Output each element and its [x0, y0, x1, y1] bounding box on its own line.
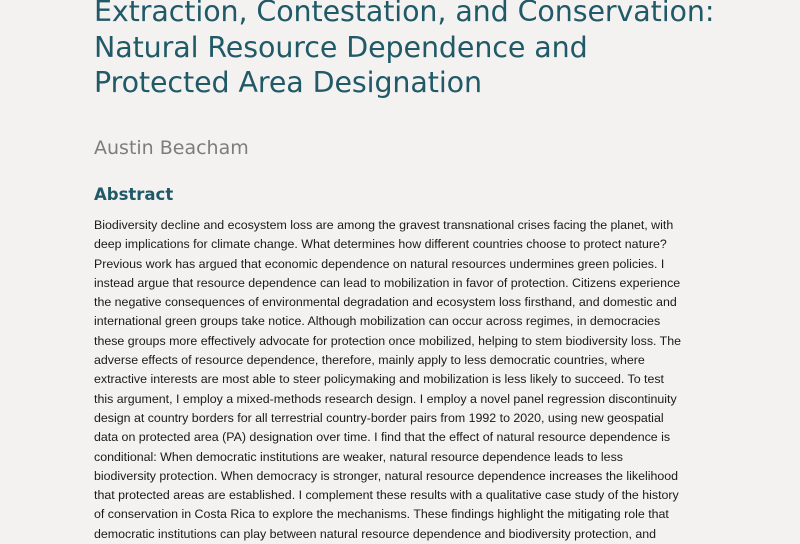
- abstract-text: [94, 216, 681, 544]
- title-line: Extraction, Contestation, and Conservation:: [94, 0, 715, 28]
- abstract-line: the negative consequences of environmental degradation and ecosystem loss firsthand, and domestic and: [94, 295, 677, 310]
- abstract-line: of conservation in Costa Rica to explore the mechanisms. These findings highlight the mitigating role that: [94, 507, 669, 522]
- abstract-line: data on protected area (PA) designation over time. I find that the effect of natural resource dependence is: [94, 430, 671, 445]
- abstract-line: democratic institutions can play between natural resource dependence and biodiversity protection, and: [94, 526, 657, 541]
- abstract-line: these groups more effectively advocate for protection once mobilized, helping to stem biodiversity loss. The: [94, 333, 682, 348]
- title-line: Protected Area Designation: [94, 66, 482, 99]
- paper-title: [94, 0, 714, 101]
- abstract-line: this argument, I employ a mixed-methods research design. I employ a novel panel regression discontinuity: [94, 391, 677, 406]
- abstract-line: instead argue that resource dependence can lead to mobilization in favor of protection. Citizens experience: [94, 275, 681, 290]
- abstract-line: Previous work has argued that economic dependence on natural resources undermines green policies. I: [94, 256, 665, 271]
- title-line: Natural Resource Dependence and: [94, 30, 588, 64]
- abstract-line: international green groups take notice. Although mobilization can occur across regimes, in democracies: [94, 314, 661, 329]
- abstract-line: adverse effects of resource dependence, therefore, mainly apply to less democratic countries, where: [94, 353, 645, 368]
- abstract-line: conditional: When democratic institutions are weaker, natural resource dependence leads to less: [94, 449, 623, 464]
- abstract-line: deep implications for climate change. What determines how different countries choose to protect nature?: [94, 237, 667, 252]
- abstract-heading: Abstract: [94, 185, 174, 204]
- abstract-line: extractive interests are most able to steer policymaking and mobilization is less likely to succeed. To test: [94, 372, 664, 387]
- abstract-line: design at country borders for all terrestrial country-border pairs from 1992 to 2020, using new geospatial: [94, 410, 664, 425]
- abstract-line: biodiversity protection. When democracy is stronger, natural resource dependence increases the likelihood: [94, 468, 679, 483]
- abstract-line: Biodiversity decline and ecosystem loss are among the gravest transnational crises facing the planet, with: [94, 218, 674, 232]
- author-name: Austin Beacham: [94, 137, 249, 159]
- abstract-line: that protected areas are established. I complement these results with a qualitative case study of the history: [94, 488, 679, 503]
